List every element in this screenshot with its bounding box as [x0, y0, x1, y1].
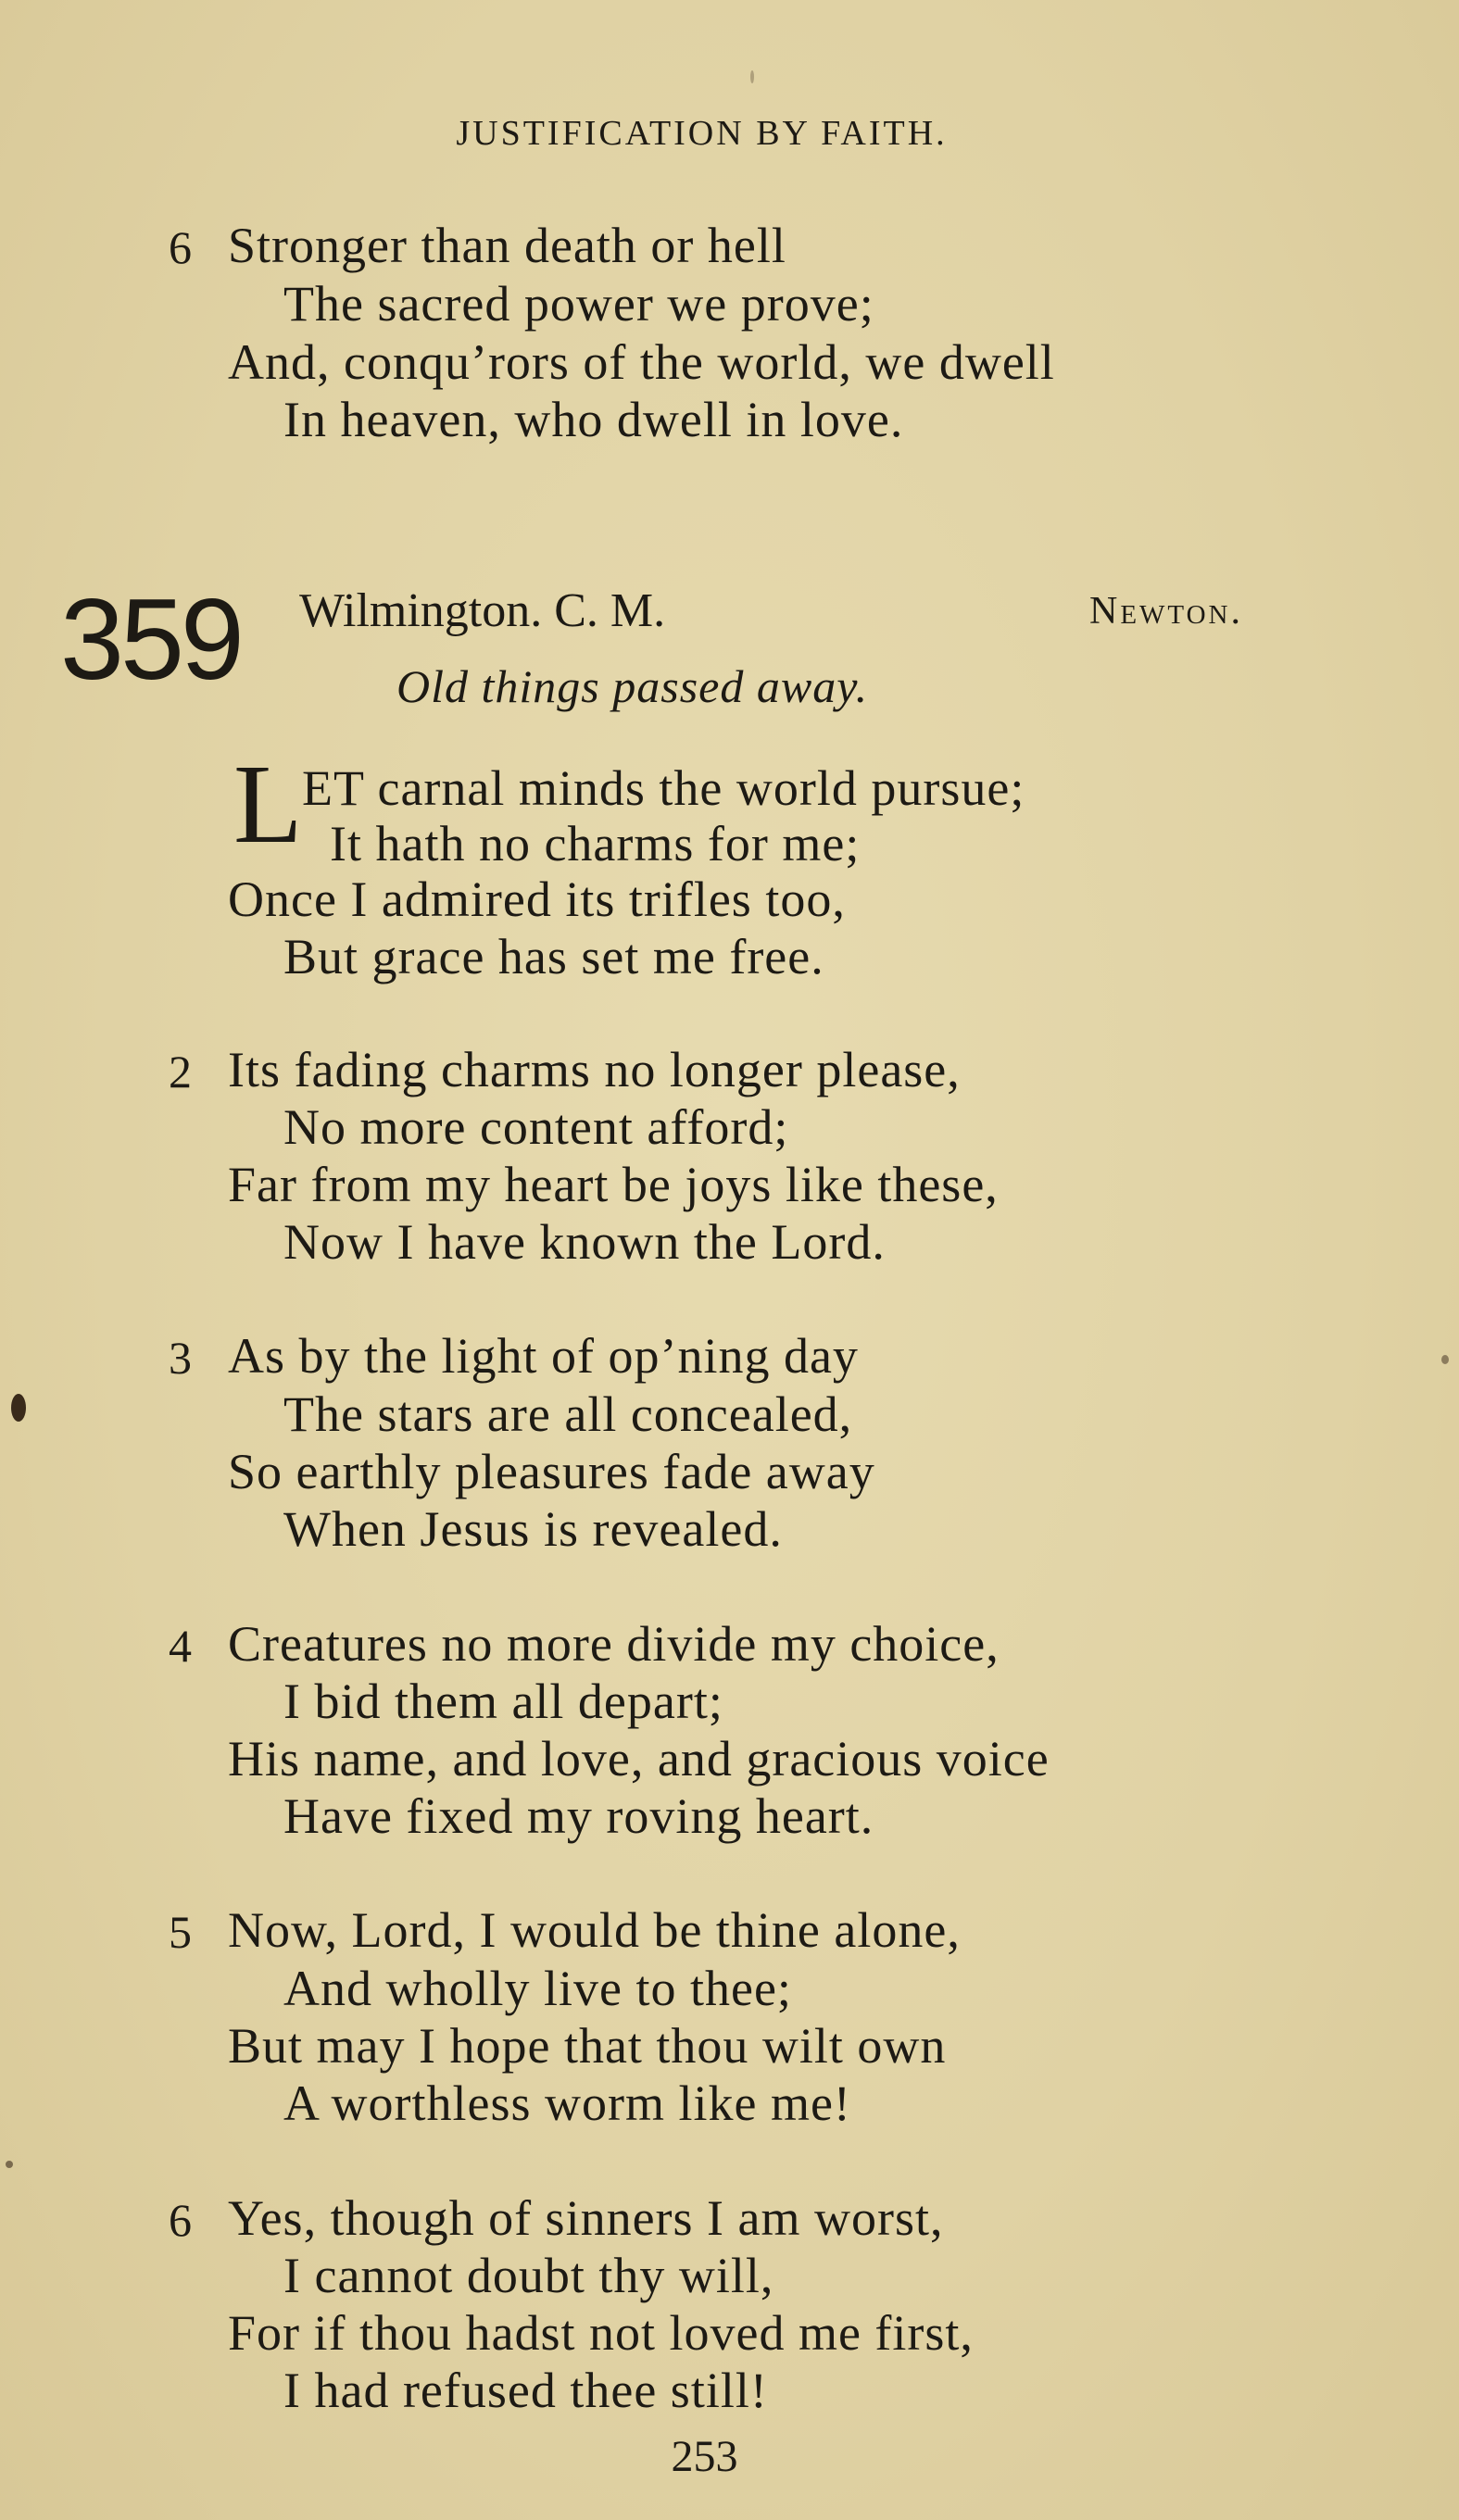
- verse-line: The sacred power we prove;: [283, 276, 874, 332]
- verse-line: So earthly pleasures fade away: [228, 1444, 875, 1499]
- verse-line: Now I have known the Lord.: [283, 1214, 886, 1270]
- stanza-number: 6: [169, 221, 192, 273]
- verse-line: I had refused thee still!: [283, 2363, 768, 2418]
- ink-blot: [11, 1394, 26, 1422]
- verse-line: Have fixed my roving heart.: [283, 1788, 874, 1844]
- stanza-number: 6: [169, 2194, 192, 2246]
- verse-line: Far from my heart be joys like these,: [228, 1157, 999, 1212]
- paper-speck: [750, 70, 754, 83]
- verse-line: But may I hope that thou wilt own: [228, 2018, 947, 2074]
- verse-line: But grace has set me free.: [283, 929, 824, 984]
- verse-line: It hath no charms for me;: [330, 816, 861, 871]
- paper-speck: [1441, 1355, 1449, 1364]
- verse-line: And wholly live to thee;: [283, 1961, 792, 2016]
- stanza-number: 4: [169, 1620, 192, 1672]
- author-name: Newton.: [1089, 590, 1243, 633]
- verse-line: Creatures no more divide my choice,: [228, 1616, 1000, 1672]
- running-head: JUSTIFICATION BY FAITH.: [456, 114, 948, 153]
- verse-line: When Jesus is revealed.: [283, 1501, 783, 1557]
- page-number: 253: [671, 2432, 738, 2481]
- verse-line: As by the light of op’ning day: [228, 1328, 859, 1384]
- verse-line: Once I admired its trifles too,: [228, 871, 846, 927]
- verse-line: The stars are all concealed,: [283, 1386, 853, 1442]
- verse-line: ET carnal minds the world pursue;: [302, 760, 1025, 816]
- drop-cap: L: [233, 742, 303, 867]
- hymn-number: 359: [60, 576, 241, 704]
- stanza-number: 3: [169, 1332, 192, 1384]
- hymn-subtitle: Old things passed away.: [396, 660, 869, 712]
- verse-line: A worthless worm like me!: [283, 2075, 851, 2131]
- verse-line: Its fading charms no longer please,: [228, 1042, 961, 1097]
- tune-name: Wilmington. C. M.: [299, 584, 666, 637]
- verse-line: In heaven, who dwell in love.: [283, 392, 904, 447]
- stanza-number: 5: [169, 1906, 192, 1958]
- verse-line: I bid them all depart;: [283, 1674, 723, 1729]
- verse-line: No more content afford;: [283, 1099, 789, 1155]
- verse-line: His name, and love, and gracious voice: [228, 1731, 1050, 1787]
- paper-speck: [6, 2161, 13, 2168]
- verse-line: And, conqu’rors of the world, we dwell: [228, 334, 1055, 390]
- verse-line: Stronger than death or hell: [228, 218, 786, 273]
- stanza-number: 2: [169, 1046, 192, 1097]
- verse-line: Now, Lord, I would be thine alone,: [228, 1902, 961, 1958]
- verse-line: I cannot doubt thy will,: [283, 2248, 774, 2303]
- verse-line: Yes, though of sinners I am worst,: [228, 2190, 944, 2246]
- verse-line: For if thou hadst not loved me first,: [228, 2305, 974, 2361]
